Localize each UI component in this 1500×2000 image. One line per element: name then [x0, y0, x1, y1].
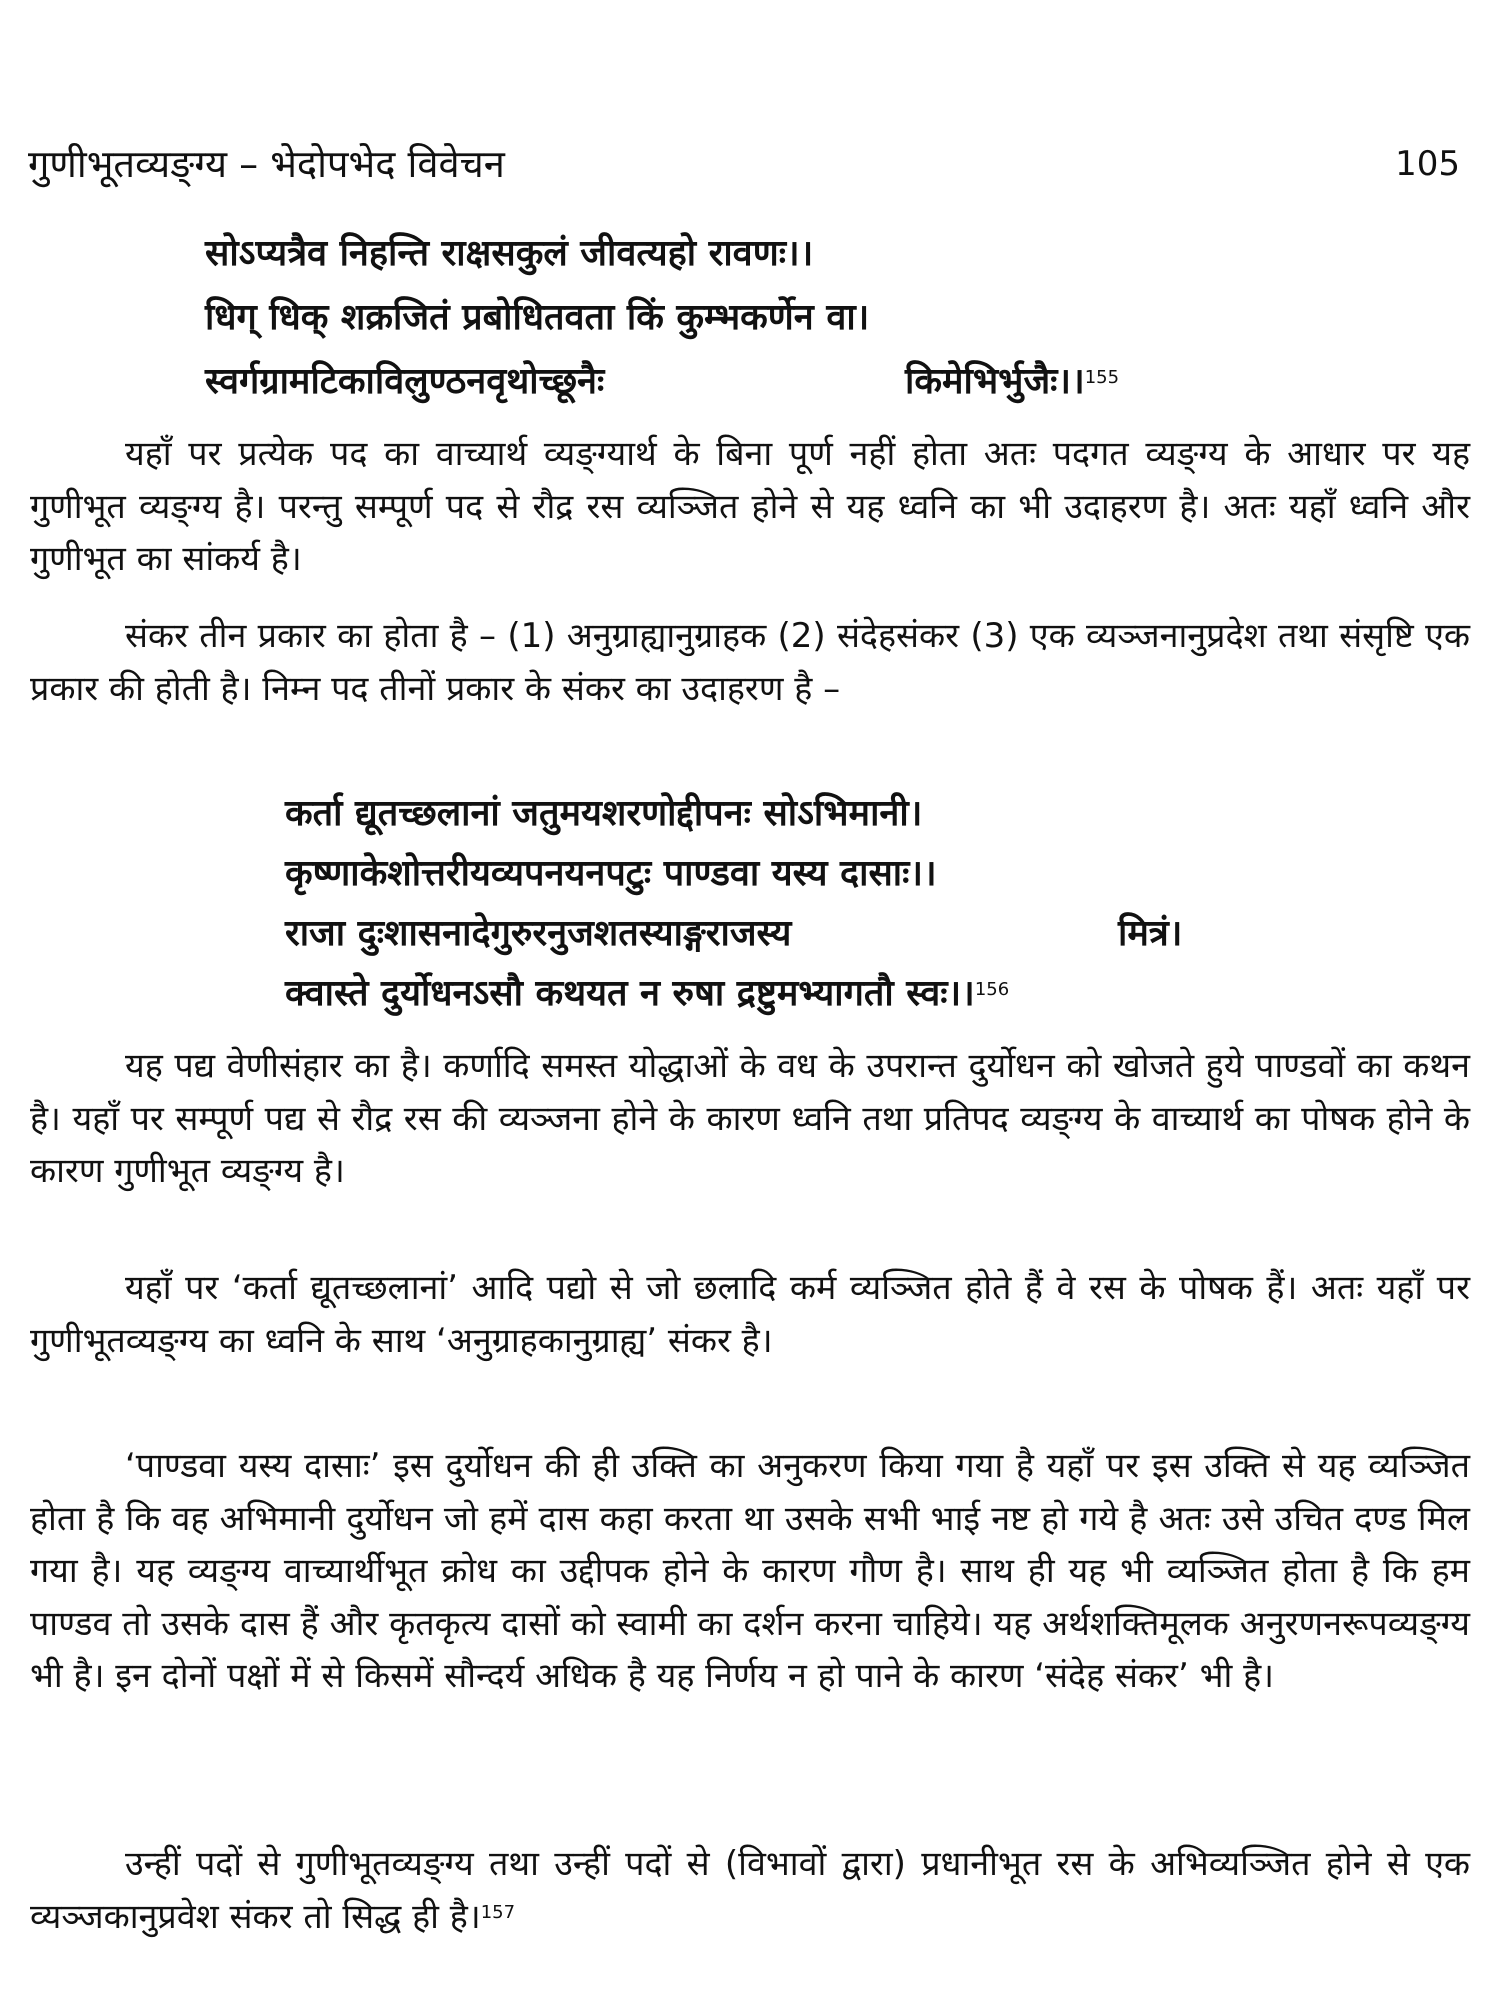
- paragraph-2: संकर तीन प्रकार का होता है – (1) अनुग्राह्यानुग्राहक (2) संदेहसंकर (3) एक व्यञ्जनानुप्रदेश तथा संसृष्टि एक प्रकार की होती है। निम्न पद तीनों प्रकार के संकर का उदाहरण है –: [30, 616, 1470, 709]
- verse1-line1: सोऽप्यत्रैव निहन्ति राक्षसकुलं जीवत्यहो रावणः।।: [205, 233, 814, 274]
- paragraph-4: यहाँ पर ‘कर्ता द्यूतच्छलानां’ आदि पद्यो से जो छलादि कर्म व्यञ्जित होते हैं वे रस के पोषक हैं। अतः यहाँ पर गुणीभूतव्यङ्ग्य का ध्वनि के साथ ‘अनुग्राहकानुग्राह्य’ संकर है।: [30, 1268, 1470, 1361]
- paragraph-6-text: उन्हीं पदों से गुणीभूतव्यङ्ग्य तथा उन्हीं पदों से (विभावों द्वारा) प्रधानीभूत रस के अभिव्यञ्जित होने से एक व्यञ्जकानुप्रवेश संकर तो सिद्ध ही है।: [30, 1844, 1470, 1937]
- verse1-line3: [205, 356, 604, 408]
- paragraph-1: यहाँ पर प्रत्येक पद का वाच्यार्थ व्यङ्ग्यार्थ के बिना पूर्ण नहीं होता अतः पदगत व्यङ्ग्य के आधार पर यह गुणीभूत व्यङ्ग्य है। परन्तु सम्पूर्ण पद से रौद्र रस व्यञ्जित होने से यह ध्वनि का भी उदाहरण है। अतः यहाँ ध्वनि और गुणीभूत का सांकर्य है।: [30, 434, 1470, 579]
- footnote-156: 156: [974, 979, 1010, 1000]
- verse2-line2: कृष्णाकेशोत्तरीयव्यपनयनपटुः पाण्डवा यस्य दासाः।।: [285, 853, 937, 894]
- verse2-line4: [285, 968, 1009, 1020]
- paragraph-5: ‘पाण्डवा यस्य दासाः’ इस दुर्योधन की ही उक्ति का अनुकरण किया गया है यहाँ पर इस उक्ति से यह व्यञ्जित होता है कि वह अभिमानी दुर्योधन जो हमें दास कहा करता था उसके सभी भाई नष्ट हो गये है अतः उसे उचित दण्ड मिल गया है। यह व्यङ्ग्य वाच्यार्थीभूत क्रोध का उद्दीपक होने के कारण गौण है। साथ ही यह भी व्यञ्जित होता है कि हम पाण्डव तो उसके दास हैं और कृतकृत्य दासों को स्वामी का दर्शन करना चाहिये। यह अर्थशक्तिमूलक अनुरणनरूपव्यङ्ग्य भी है। इन दोनों पक्षों में से किसमें सौन्दर्य अधिक है यह निर्णय न हो पाने के कारण ‘संदेह संकर’ भी है।: [30, 1446, 1470, 1696]
- verse2-line3: [285, 908, 791, 960]
- verse1-line3-end: [905, 356, 1119, 408]
- verse1-line2: धिग् धिक् शक्रजितं प्रबोधितवता किं कुम्भकर्णेन वा।: [205, 297, 870, 338]
- chapter-title: गुणीभूतव्यङ्ग्य – भेदोपभेद विवेचन: [28, 142, 505, 186]
- paragraph-3: यह पद्य वेणीसंहार का है। कर्णादि समस्त योद्धाओं के वध के उपरान्त दुर्योधन को खोजते हुये पाण्डवों का कथन है। यहाँ पर सम्पूर्ण पद्य से रौद्र रस की व्यञ्जना होने के कारण ध्वनि तथा प्रतिपद व्यङ्ग्य के वाच्यार्थ का पोषक होने के कारण गुणीभूत व्यङ्ग्य है।: [30, 1046, 1470, 1191]
- running-header: [28, 138, 1460, 190]
- footnote-157: 157: [480, 1901, 516, 1923]
- verse1-line3-part1: स्वर्गग्रामटिकाविलुण्ठनवृथोच्छूनैः: [205, 361, 605, 402]
- verse2-line3-end: [1118, 908, 1182, 960]
- verse2-line4-text: क्वास्ते दुर्योधनऽसौ कथयत न रुषा द्रष्टुमभ्यागतौ स्वः।।: [285, 973, 975, 1014]
- verse1-line3-part2: किमेभिर्भुजैः।।: [905, 361, 1085, 402]
- paragraph-6: [30, 1838, 1470, 1943]
- verse2-line1: कर्ता द्यूतच्छलानां जतुमयशरणोद्दीपनः सोऽभिमानी।: [285, 793, 923, 834]
- verse2-line3-part1: राजा दुःशासनादेगुरुरनुजशतस्याङ्गराजस्य: [285, 913, 792, 954]
- page-number: 105: [1395, 144, 1460, 184]
- verse2-line3-part2: मित्रं।: [1118, 913, 1183, 954]
- footnote-155: 155: [1084, 367, 1120, 388]
